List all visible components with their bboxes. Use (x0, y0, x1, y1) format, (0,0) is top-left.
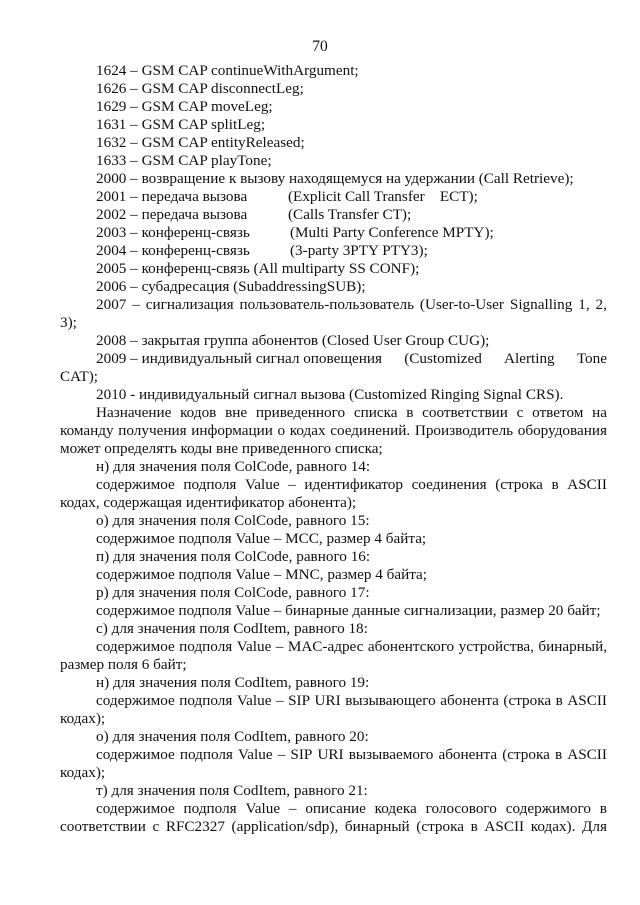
word: – (275, 692, 284, 709)
word: Value (238, 746, 273, 763)
item-p16-value: содержимое подполя Value – MNC, размер 4 байта; (96, 566, 427, 583)
word: подполя (179, 746, 233, 763)
word: (строка (416, 818, 464, 835)
word: Value (236, 638, 272, 655)
word: абонента (438, 746, 498, 763)
code-2001-desc: (Explicit Call Transfer ECT); (288, 188, 478, 205)
word: идентификатор (304, 476, 403, 493)
item-s18-value-cont: размер поля 6 байт; (60, 656, 187, 673)
word: кодов (180, 404, 217, 421)
word: соединения (411, 476, 487, 493)
word: с (516, 404, 524, 421)
word: – (132, 296, 140, 313)
code-2004-desc: (3-party 3PTY PTY3); (290, 242, 428, 259)
word: URI (317, 746, 344, 763)
code-1626: 1626 – GSM CAP disconnectLeg; (96, 80, 304, 97)
word: ASCII (567, 692, 607, 709)
word: подполя (179, 692, 233, 709)
word: содержимое (96, 800, 175, 817)
code-2010: 2010 - индивидуальный сигнал вызова (Customized Ringing Signal CRS). (96, 386, 564, 403)
item-t21-value (96, 800, 607, 818)
word: Signalling (509, 296, 573, 313)
word: (Customized (404, 350, 482, 367)
word: на (592, 404, 607, 421)
word: абонентского (367, 638, 455, 655)
code-2008: 2008 – закрытая группа абонентов (Closed User Group CUG); (96, 332, 490, 349)
word: бинарный, (538, 638, 607, 655)
word: оборудования (517, 422, 607, 439)
word: соответствии (60, 818, 146, 835)
word: с (152, 818, 160, 835)
word: пользователь-пользователь (239, 296, 415, 313)
word: кодах (289, 422, 326, 439)
word: (строка (502, 746, 550, 763)
word: в (551, 476, 559, 493)
item-n19-value (96, 692, 607, 710)
word: Назначение (96, 404, 172, 421)
word: подполя (179, 638, 233, 655)
code-2007-line (96, 296, 607, 314)
word: кодека (374, 800, 417, 817)
word: SIP (290, 746, 313, 763)
word: информации (191, 422, 273, 439)
item-o20: о) для значения поля CodItem, равного 20: (96, 728, 369, 745)
word: Для (582, 818, 607, 835)
word: соединений. (330, 422, 411, 439)
word: 2007 (96, 296, 127, 313)
code-2006: 2006 – субадресация (SubaddressingSUB); (96, 278, 366, 295)
assign-para-line-3: может определять коды вне приведенного списка; (60, 440, 383, 457)
word: сигнализация (145, 296, 234, 313)
word: Value (245, 476, 280, 493)
item-o20-value (96, 746, 607, 764)
word: URI (314, 692, 341, 709)
code-1631: 1631 – GSM CAP splitLeg; (96, 116, 266, 133)
word: ASCII (567, 476, 607, 493)
word: Tone (576, 350, 607, 367)
code-2000: 2000 – возвращение к вызову находящемуся на удержании (Call Retrieve); (96, 170, 574, 187)
item-t21: т) для значения поля CodItem, равного 21: (96, 782, 368, 799)
code-2003-label: 2003 – конференц-связь (96, 224, 250, 241)
code-1632: 1632 – GSM CAP entityReleased; (96, 134, 305, 151)
word: – (288, 800, 297, 817)
item-n19-value-cont: кодах); (60, 710, 106, 727)
code-1624: 1624 – GSM CAP continueWithArgument; (96, 62, 359, 79)
word: кодах). (530, 818, 576, 835)
word: 1, (578, 296, 590, 313)
word: получения (118, 422, 187, 439)
code-2004-label: 2004 – конференц-связь (96, 242, 250, 259)
code-1633: 1633 – GSM CAP playTone; (96, 152, 272, 169)
item-r17-value: содержимое подполя Value – бинарные данные сигнализации, размер 20 байт; (96, 602, 601, 619)
word: SIP (288, 692, 311, 709)
word: подполя (183, 476, 237, 493)
code-2002-label: 2002 – передача вызова (96, 206, 248, 223)
word: команду (60, 422, 114, 439)
word: абонента (440, 692, 499, 709)
item-n14-value-cont: кодах, содержащая идентификатор абонента); (60, 494, 357, 511)
word: (строка (503, 692, 552, 709)
word: Alerting (504, 350, 555, 367)
word: голосового (425, 800, 497, 817)
word: – (288, 476, 296, 493)
word: ASCII (484, 818, 525, 835)
word: RFC2327 (165, 818, 225, 835)
code-2009-continuation: CAT); (60, 368, 98, 385)
code-2001-label: 2001 – передача вызова (96, 188, 248, 205)
word: – (277, 746, 286, 763)
word: вне (225, 404, 248, 421)
word: в (599, 800, 607, 817)
word: содержимое (96, 476, 175, 493)
word: бинарный (344, 818, 410, 835)
word: содержимого (505, 800, 591, 817)
word: в (470, 818, 478, 835)
word: описание (305, 800, 366, 817)
item-n19: н) для значения поля CodItem, равного 19: (96, 674, 370, 691)
item-o20-value-cont: кодах); (60, 764, 106, 781)
item-o15: о) для значения поля ColCode, равного 15: (96, 512, 370, 529)
word: списка (353, 404, 398, 421)
word: 2, (595, 296, 607, 313)
word: Value (236, 692, 272, 709)
word: в (406, 404, 414, 421)
item-t21-value-line-2 (60, 818, 607, 836)
word: (User-to-User (419, 296, 504, 313)
word: содержимое (96, 746, 175, 763)
item-r17: р) для значения поля ColCode, равного 17: (96, 584, 370, 601)
word: содержимое (96, 692, 175, 709)
word: 2009 – индивидуальный сигнал оповещения (96, 350, 383, 367)
word: приведенного (255, 404, 346, 421)
code-2007-continuation: 3); (60, 314, 77, 331)
code-2003-desc: (Multi Party Conference MPTY); (290, 224, 494, 241)
code-1629: 1629 – GSM CAP moveLeg; (96, 98, 273, 115)
code-2005: 2005 – конференц-связь (All multiparty SS CONF); (96, 260, 420, 277)
word: содержимое (96, 638, 175, 655)
word: в (554, 746, 563, 763)
word: подполя (183, 800, 237, 817)
word: ответом (532, 404, 584, 421)
word: Производитель (414, 422, 514, 439)
word: устройства, (458, 638, 534, 655)
assign-para-line-2 (60, 422, 607, 440)
item-o15-value: содержимое подполя Value – MCC, размер 4 байта; (96, 530, 427, 547)
word: вызываемого (348, 746, 434, 763)
code-2009-line (96, 350, 607, 368)
word: (строка (495, 476, 543, 493)
word: ASCII (567, 746, 607, 763)
word: MAC-адрес (287, 638, 364, 655)
word: соответствии (422, 404, 508, 421)
word: Value (245, 800, 281, 817)
word: о (277, 422, 286, 439)
word: – (275, 638, 284, 655)
page-number: 70 (312, 38, 328, 55)
item-n14-value (96, 476, 607, 494)
word: (application/sdp), (231, 818, 339, 835)
item-s18-value (96, 638, 607, 656)
code-2002-desc: (Calls Transfer CT); (288, 206, 412, 223)
assign-para-line-1 (96, 404, 607, 422)
item-n14: н) для значения поля ColCode, равного 14: (96, 458, 371, 475)
item-s18: с) для значения поля CodItem, равного 18: (96, 620, 368, 637)
word: вызывающего (345, 692, 436, 709)
word: в (555, 692, 563, 709)
item-p16: п) для значения поля ColCode, равного 16: (96, 548, 371, 565)
